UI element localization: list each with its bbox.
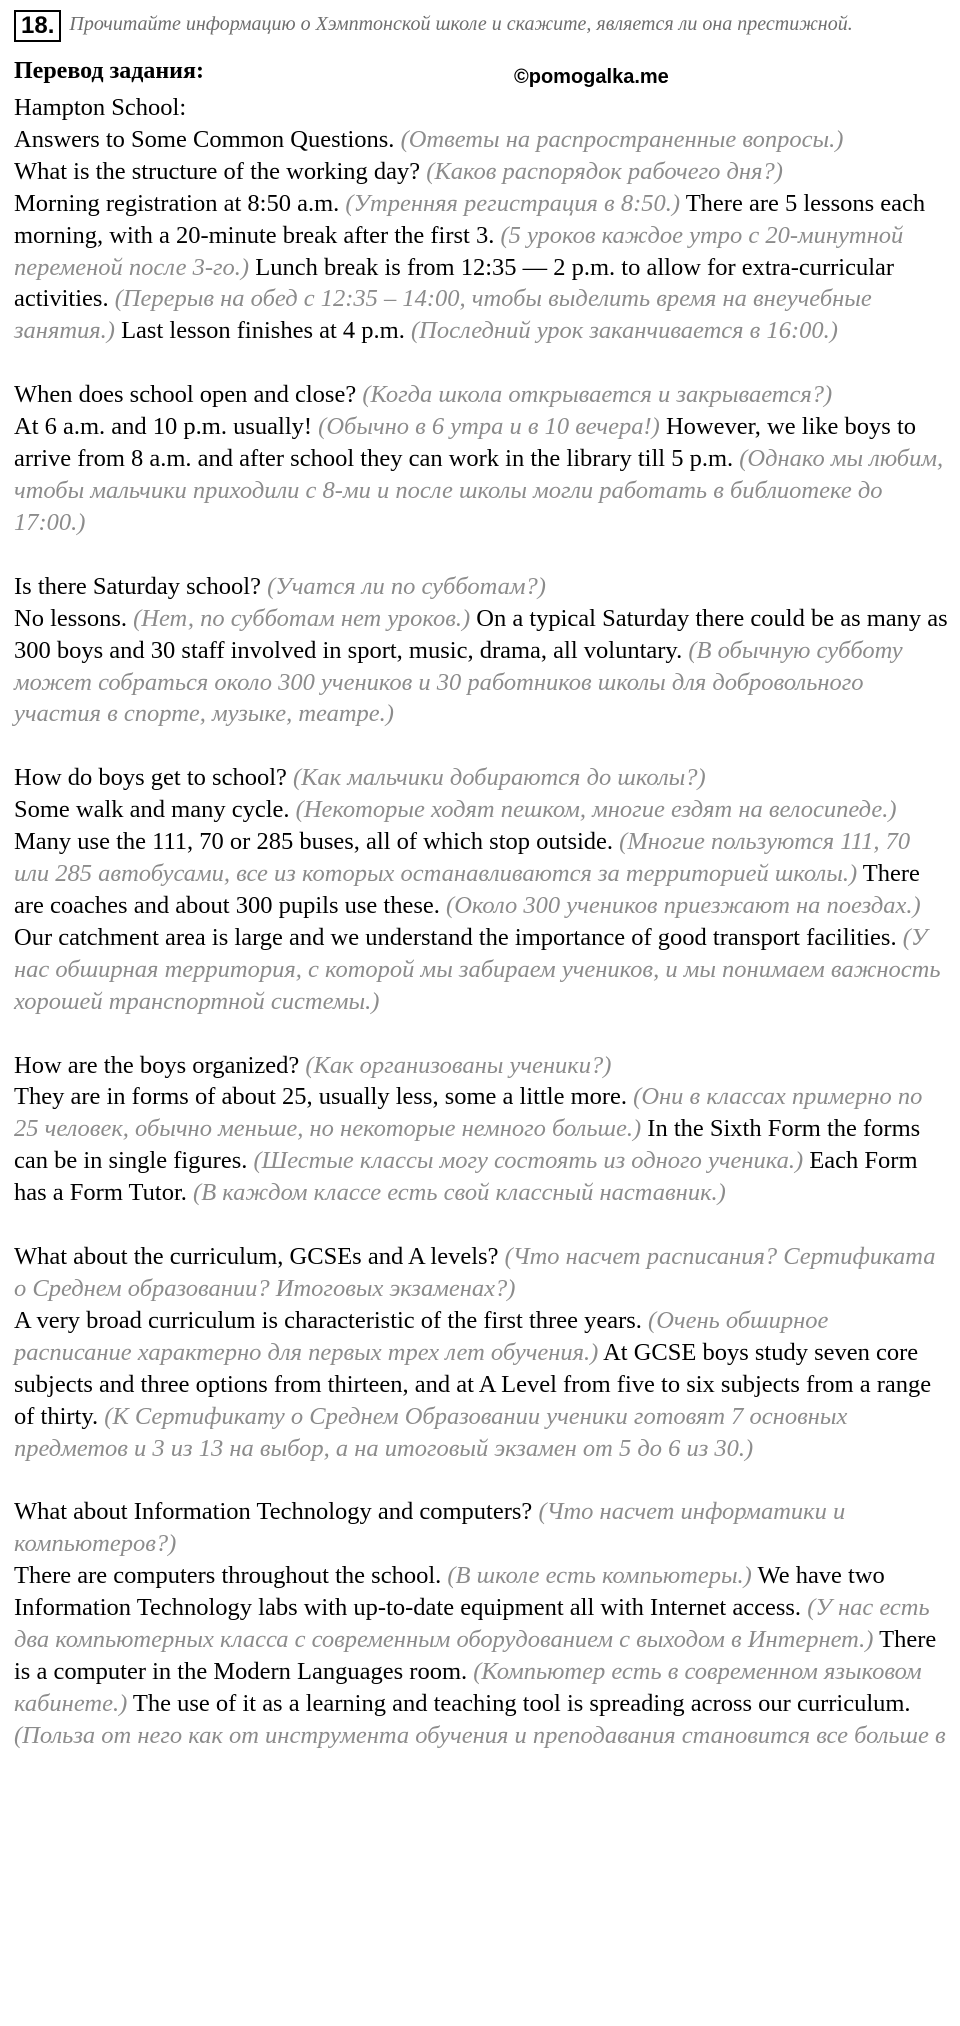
- english-text: Each Form has a Form Tutor.: [14, 1147, 918, 1207]
- russian-translation: (В школе есть компьютеры.): [447, 1562, 752, 1590]
- english-text: A very broad curriculum is characteristic of the first three years.: [14, 1306, 649, 1334]
- english-text: At 6 a.m. and 10 p.m. usually!: [14, 413, 319, 441]
- russian-translation: (Учатся ли по субботам?): [267, 572, 546, 600]
- paragraph: [14, 188, 949, 348]
- english-text: Answers to Some Common Questions.: [14, 125, 401, 153]
- english-text: There is a computer in the Modern Languages room.: [14, 1626, 937, 1685]
- paragraph: [14, 1081, 949, 1209]
- section-heading: Перевод задания:: [14, 58, 204, 84]
- paragraph: [14, 1305, 949, 1465]
- english-text: On a typical Saturday there could be as many as 300 boys and 30 staff involved in sport, music, drama, all voluntary.: [14, 604, 948, 664]
- paragraph: [14, 1496, 949, 1560]
- russian-translation: (Ответы на распространенные вопросы.): [400, 125, 844, 153]
- heading-row: [14, 56, 946, 86]
- english-text: We have two Information Technology labs with up-to-date equipment all with Internet access.: [14, 1562, 885, 1622]
- russian-translation: (У нас есть два компьютерных класса с современным оборудованием с выходом в Интернет.): [14, 1594, 930, 1654]
- paragraph-gap: [14, 539, 949, 571]
- paragraph-gap: [14, 1464, 949, 1496]
- paragraph: [14, 92, 949, 124]
- paragraph: [14, 1050, 949, 1082]
- watermark: ©pomogalka.me: [514, 66, 669, 88]
- russian-translation: (В обычную субботу может собраться около 300 учеников и 30 работников школы для добровольного участия в спорте, музыке, театре.): [14, 636, 903, 728]
- russian-translation: (Очень обширное расписание характерно для первых трех лет обучения.): [14, 1306, 829, 1366]
- task-number: 18.: [14, 10, 61, 42]
- task-instruction: Прочитайте информацию о Хэмптонской школе и скажите, является ли она престижной.: [69, 13, 853, 35]
- paragraph: [14, 571, 949, 603]
- russian-translation: (Когда школа открывается и закрывается?): [362, 381, 833, 409]
- paragraph: [14, 762, 949, 794]
- paragraph-gap: [14, 1209, 949, 1241]
- english-text: Hampton School:: [14, 94, 187, 121]
- paragraph: [14, 1241, 949, 1305]
- english-text: There are 5 lessons each morning, with a 20-minute break after the first 3.: [14, 189, 926, 249]
- russian-translation: (Последний урок заканчивается в 16:00.): [410, 317, 838, 345]
- paragraph-gap: [14, 730, 949, 762]
- russian-translation: (Как организованы ученики?): [305, 1051, 612, 1079]
- english-text: What is the structure of the working day?: [14, 157, 427, 185]
- paragraph: [14, 156, 949, 188]
- russian-translation: (5 уроков каждое утро с 20-минутной переменой после 3-го.): [14, 221, 904, 281]
- english-text: How are the boys organized?: [14, 1051, 306, 1079]
- russian-translation: (Перерыв на обед с 12:35 – 14:00, чтобы выделить время на внеучебные занятия.): [14, 285, 872, 345]
- english-text: What about the curriculum, GCSEs and A levels?: [14, 1243, 505, 1271]
- russian-translation: (Нет, по субботам нет уроков.): [133, 604, 471, 632]
- russian-translation: (У нас обширная территория, с которой мы забираем учеников, и мы понимаем важность хорошей транспортной системы.): [14, 923, 941, 1015]
- russian-translation: (В каждом классе есть свой классный наставник.): [193, 1179, 726, 1207]
- russian-translation: (Как мальчики добираются до школы?): [293, 764, 706, 792]
- english-text: Some walk and many cycle.: [14, 796, 296, 824]
- english-text: Morning registration at 8:50 a.m.: [14, 189, 346, 217]
- english-text: Many use the 111, 70 or 285 buses, all of which stop outside.: [14, 828, 620, 856]
- english-text: Lunch break is from 12:35 — 2 p.m. to allow for extra-curricular activities.: [14, 253, 895, 313]
- russian-translation: (Утренняя регистрация в 8:50.): [345, 189, 681, 217]
- russian-translation: (Польза от него как от инструмента обучения и преподавания становится все больше в: [14, 1721, 946, 1749]
- russian-translation: (Что насчет расписания? Сертификата о Среднем образовании? Итоговых экзаменах?): [14, 1243, 936, 1302]
- english-text: When does school open and close?: [14, 381, 363, 409]
- russian-translation: (Каков распорядок рабочего дня?): [426, 157, 783, 185]
- english-text: However, we like boys to arrive from 8 a.m. and after school they can work in the library till 5 p.m.: [14, 413, 917, 473]
- paragraph-gap: [14, 1018, 949, 1050]
- paragraph-gap: [14, 347, 949, 379]
- paragraph: [14, 124, 949, 156]
- english-text: They are in forms of about 25, usually less, some a little more.: [14, 1083, 634, 1111]
- paragraph: [14, 794, 949, 1017]
- russian-translation: (К Сертификату о Среднем Образовании ученики готовят 7 основных предметов и 3 из 13 на выбор, а на итоговый экзамен от 5 до 6 из 30.): [14, 1402, 848, 1462]
- document-body: [14, 92, 949, 1752]
- english-text: What about Information Technology and computers?: [14, 1498, 539, 1526]
- russian-translation: (Компьютер есть в современном языковом кабинете.): [14, 1657, 922, 1717]
- russian-translation: (Однако мы любим, чтобы мальчики приходили с 8-ми и после школы могли работать в библиотеке до 17:00.): [14, 445, 944, 536]
- paragraph: [14, 379, 949, 411]
- paragraph: [14, 603, 949, 731]
- russian-translation: (Многие пользуются 111, 70 или 285 автобусами, все из которых останавливаются за территорией школы.): [14, 828, 911, 888]
- task-header: [14, 10, 946, 42]
- russian-translation: (Они в классах примерно по 25 человек, обычно меньше, но некоторые немного больше.): [14, 1083, 923, 1143]
- english-text: No lessons.: [14, 604, 134, 632]
- russian-translation: (Шестые классы могу состоять из одного ученика.): [253, 1147, 804, 1175]
- english-text: How do boys get to school?: [14, 764, 293, 792]
- english-text: At GCSE boys study seven core subjects and three options from thirteen, and at A Level from five to six subjects from a range of thirty.: [14, 1338, 932, 1430]
- english-text: Our catchment area is large and we understand the importance of good transport facilities.: [14, 923, 903, 951]
- english-text: There are coaches and about 300 pupils use these.: [14, 860, 920, 919]
- paragraph: [14, 411, 949, 539]
- english-text: There are computers throughout the school.: [14, 1562, 448, 1590]
- russian-translation: (Около 300 учеников приезжают на поездах.): [446, 891, 921, 919]
- russian-translation: (Некоторые ходят пешком, многие ездят на велосипеде.): [295, 796, 897, 824]
- russian-translation: (Что насчет информатики и компьютеров?): [14, 1498, 846, 1558]
- english-text: The use of it as a learning and teaching tool is spreading across our curriculum.: [127, 1689, 911, 1717]
- russian-translation: (Обычно в 6 утра и в 10 вечера!): [318, 413, 660, 441]
- paragraph: [14, 1560, 949, 1751]
- english-text: In the Sixth Form the forms can be in single figures.: [14, 1115, 921, 1175]
- english-text: Is there Saturday school?: [14, 572, 268, 600]
- english-text: Last lesson finishes at 4 p.m.: [114, 317, 411, 345]
